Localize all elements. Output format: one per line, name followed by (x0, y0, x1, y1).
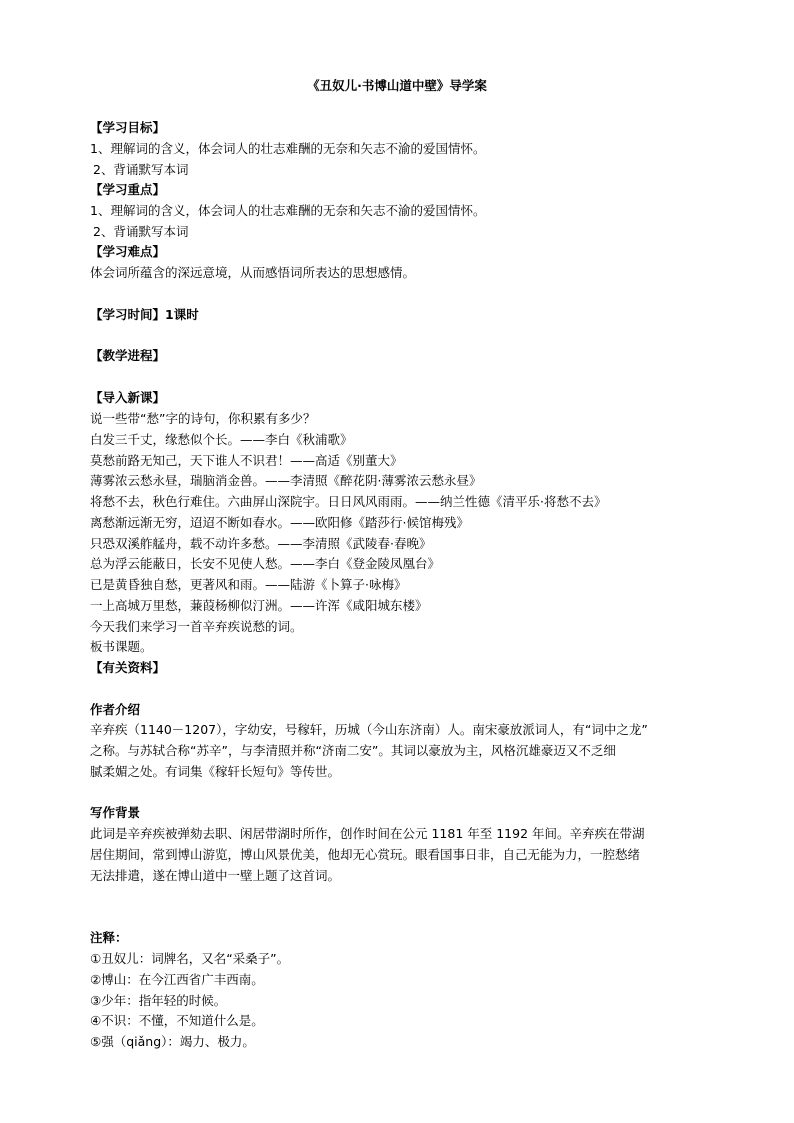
intro-line: 总为浮云能蔽日，长安不见使人愁。——李白《登金陵凤凰台》 (90, 556, 441, 571)
objective-item: 1、理解词的含义，体会词人的壮志难酬的无奈和矢志不渝的爱国情怀。 (90, 141, 486, 156)
intro-line: 薄雾浓云愁永昼，瑞脑消金兽。——李清照《醉花阴·薄雾浓云愁永昼》 (90, 473, 482, 488)
objective-item: 2、背诵默写本词 (93, 162, 189, 177)
intro-line: 莫愁前路无知己，天下谁人不识君！——高适《别董大》 (90, 453, 403, 468)
intro-line: 将愁不去，秋色行难住。六曲屏山深院宇。日日风风雨雨。——纳兰性德《清平乐·将愁不去》 (90, 494, 607, 509)
background-line: 无法排遣，遂在博山道中一壁上题了这首词。 (90, 868, 341, 883)
intro-line: 今天我们来学习一首辛弃疾说愁的词。 (90, 619, 303, 634)
author-line: 腻柔媚之处。有词集《稼轩长短句》等传世。 (90, 764, 341, 779)
author-line: 辛弃疾（1140－1207），字幼安，号稼轩，历城（今山东济南）人。南宋豪放派词人，有“词中之龙” (90, 722, 648, 737)
note-item: ①丑奴儿：词牌名，又名“采桑子”。 (90, 951, 290, 966)
note-item: ⑤强（qiǎng）：竭力、极力。 (90, 1034, 255, 1049)
author-line: 之称。与苏轼合称“苏辛”，与李清照并称“济南二安”。其词以豪放为主，风格沉雄豪迈又不乏细 (90, 743, 616, 758)
objectives-heading: 【学习目标】 (90, 120, 166, 135)
difficulties-text: 体会词所蕴含的深远意境，从而感悟词所表达的思想感情。 (90, 265, 416, 280)
note-item: ②博山：在今江西省广丰西南。 (90, 972, 264, 987)
intro-line: 只恐双溪舴艋舟，载不动许多愁。——李清照《武陵春·春晚》 (90, 536, 432, 551)
background-line: 此词是辛弃疾被弹劾去职、闲居带湖时所作，创作时间在公元 1181 年至 1192 年间。辛弃疾在带湖 (90, 826, 645, 841)
difficulties-heading: 【学习难点】 (90, 244, 166, 259)
intro-heading: 【导入新课】 (90, 390, 166, 405)
intro-line: 一上高城万里愁，蒹葭杨柳似汀洲。——许浑《咸阳城东楼》 (90, 598, 428, 613)
key-point-item: 2、背诵默写本词 (93, 224, 189, 239)
notes-heading: 注释： (90, 930, 128, 945)
note-item: ④不识：不懂，不知道什么是。 (90, 1013, 264, 1028)
author-heading: 作者介绍 (90, 702, 141, 717)
teaching-process-heading: 【教学进程】 (90, 348, 166, 363)
key-point-item: 1、理解词的含义，体会词人的壮志难酬的无奈和矢志不渝的爱国情怀。 (90, 203, 486, 218)
background-line: 居住期间，常到博山游览，博山风景优美，他却无心赏玩。眼看国事日非，自己无能为力，一腔愁绪 (90, 847, 641, 862)
background-heading: 写作背景 (90, 805, 141, 820)
key-points-heading: 【学习重点】 (90, 182, 166, 197)
intro-line: 已是黄昏独自愁，更著风和雨。——陆游《卜算子·咏梅》 (90, 577, 407, 592)
intro-line: 白发三千丈，缘愁似个长。——李白《秋浦歌》 (90, 432, 353, 447)
study-time: 【学习时间】1课时 (90, 307, 199, 322)
note-item: ③少年：指年轻的时候。 (90, 993, 227, 1008)
materials-heading: 【有关资料】 (90, 660, 166, 675)
intro-line: 板书课题。 (90, 639, 153, 654)
intro-line: 离愁渐远渐无穷，迢迢不断如春水。——欧阳修《踏莎行·候馆梅残》 (90, 515, 469, 530)
page-title: 《丑奴儿·书博山道中壁》导学案 (307, 78, 487, 93)
intro-line: 说一些带“愁”字的诗句，你积累有多少？ (90, 411, 316, 426)
